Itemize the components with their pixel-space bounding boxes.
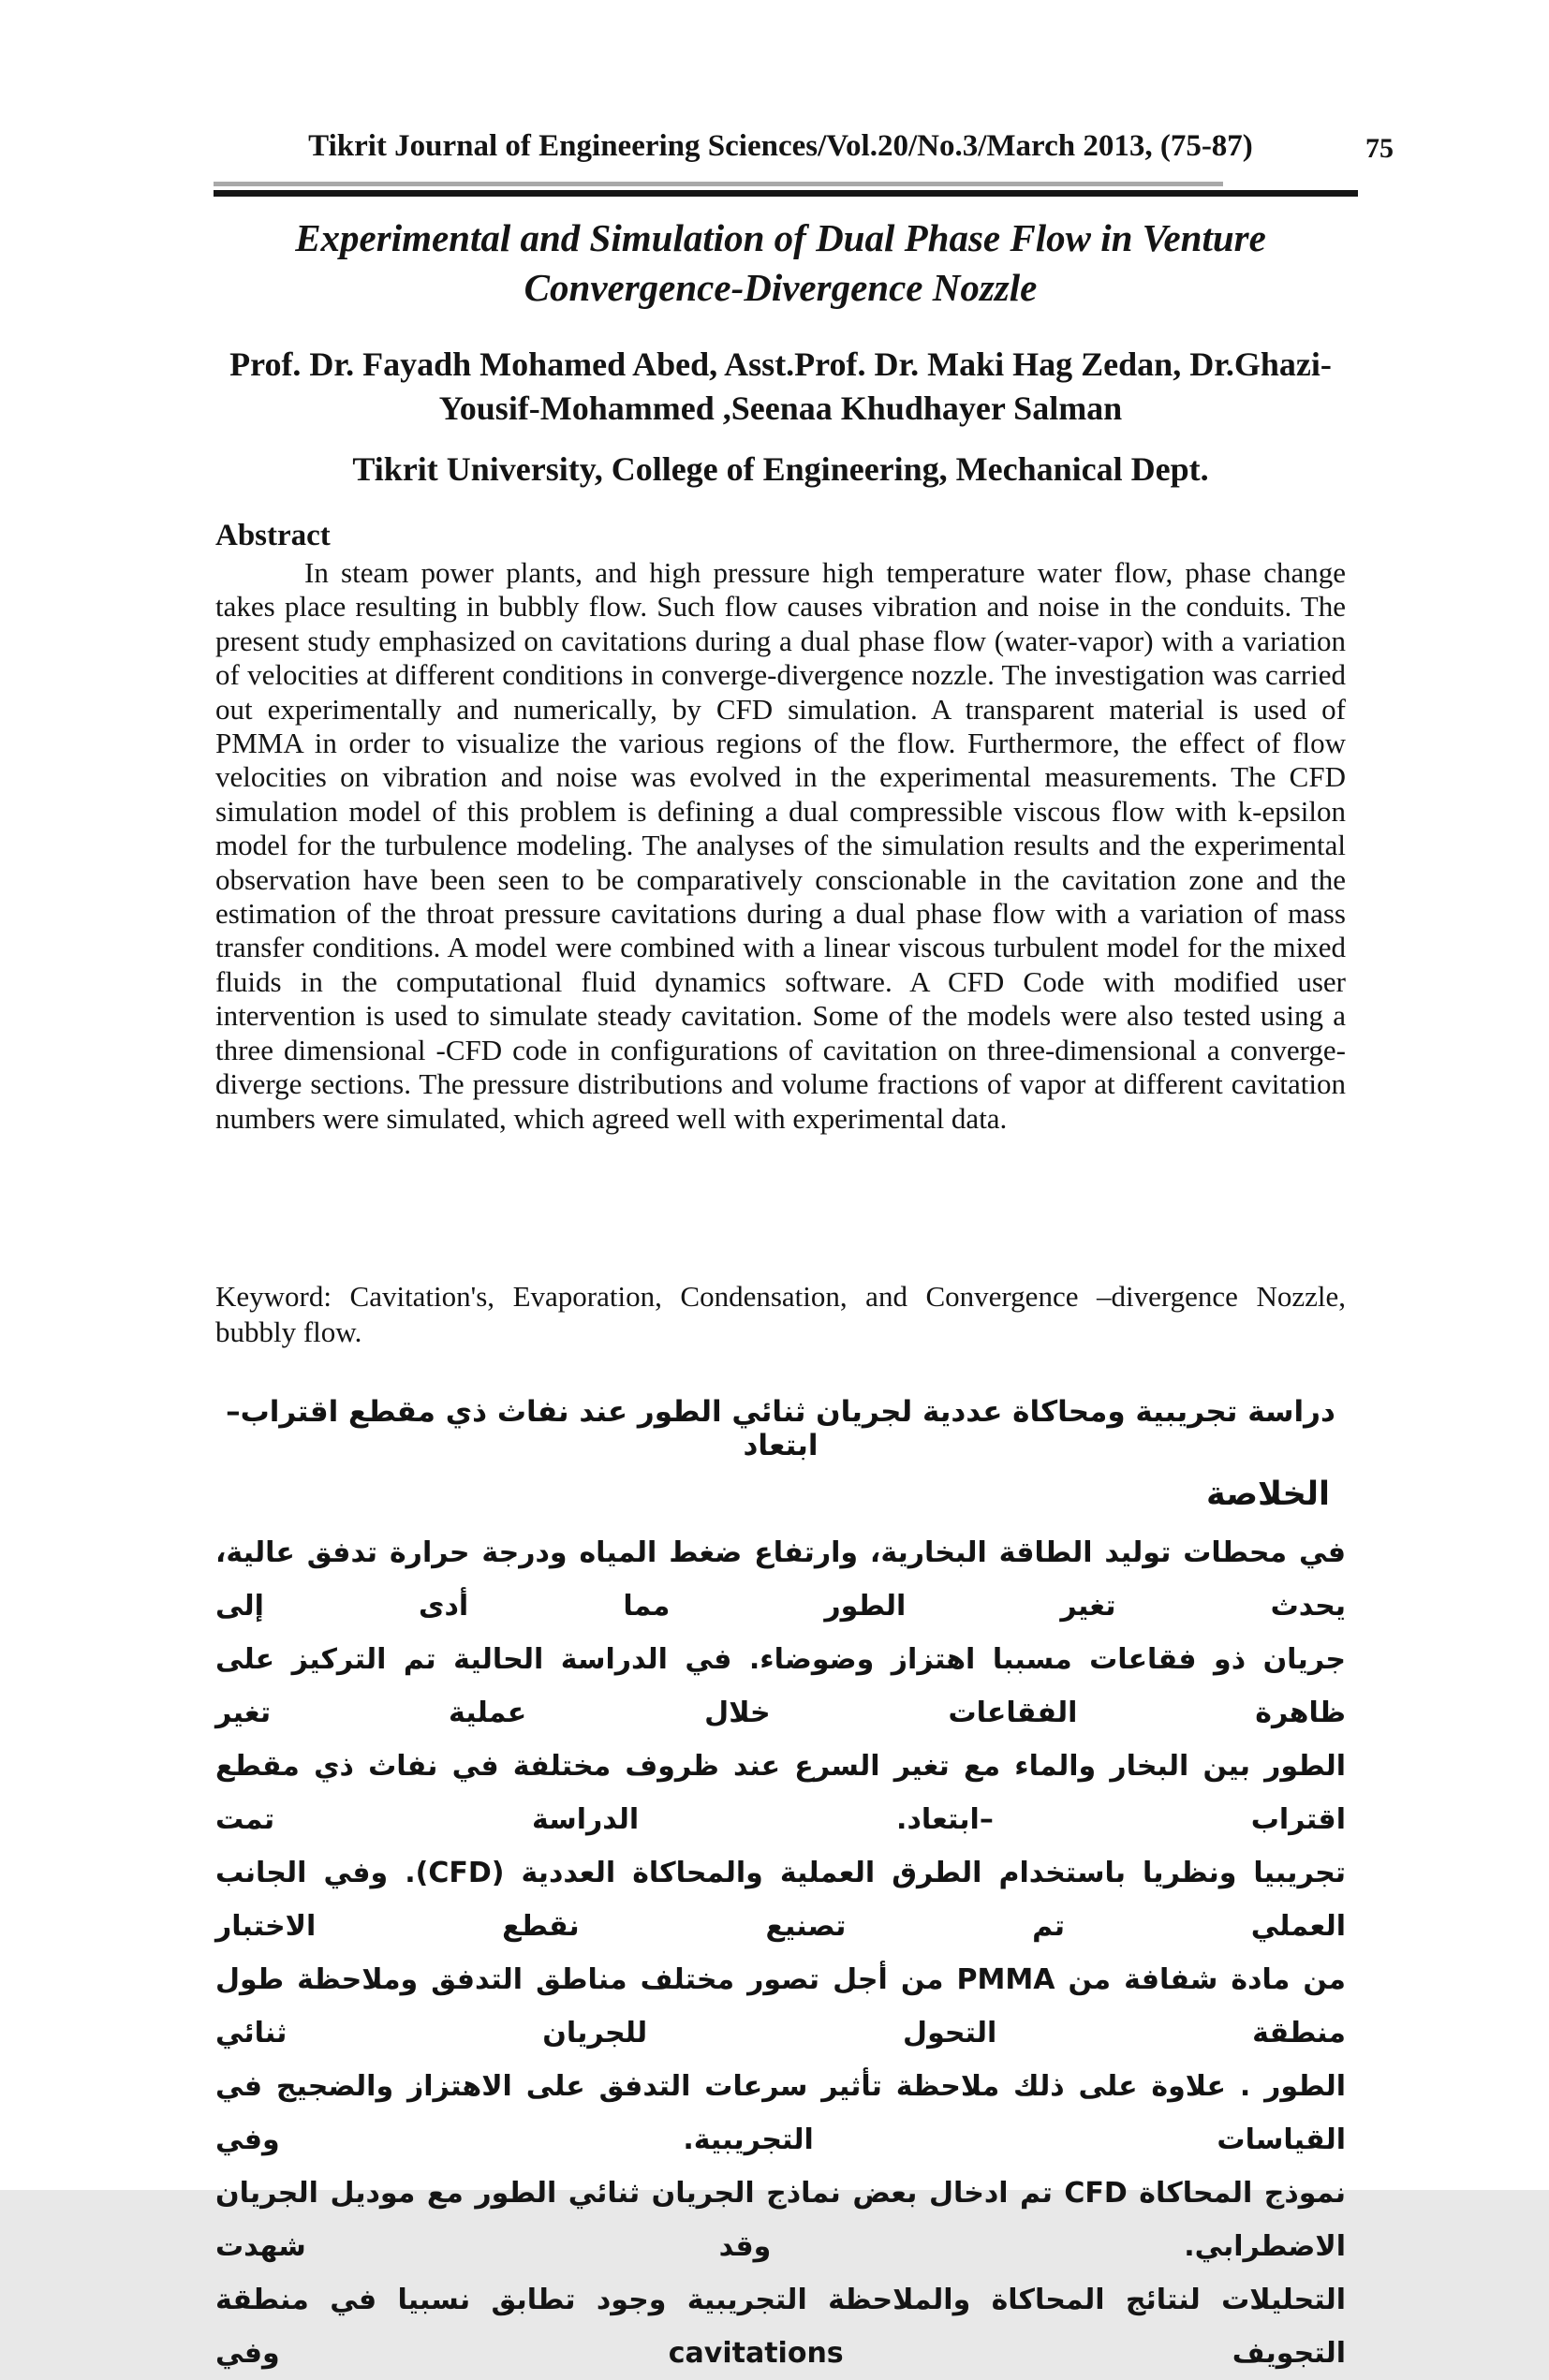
arabic-abstract-line-4: تجريبيا ونظريا باستخدام الطرق العملية والمحاكاة العددية (CFD). وفي الجانب العملي تم تصنيع نقطع الاختبار <box>215 1857 1346 1943</box>
affiliation: Tikrit University, College of Engineering, Mechanical Dept. <box>352 450 1209 488</box>
arabic-abstract-line-2: جريان ذو فقاعات مسببا اهتزاز وضوضاء. في الدراسة الحالية تم التركيز على ظاهرة الفقاعات خلال عملية تغير <box>215 1643 1346 1729</box>
authors <box>215 343 1346 431</box>
keywords-text: Keyword: Cavitation's, Evaporation, Condensation, and Convergence –divergence Nozzle, bubbly flow. <box>215 1280 1346 1348</box>
abstract-text: In steam power plants, and high pressure high temperature water flow, phase change takes place resulting in bubbly flow. Such flow causes vibration and noise in the conduits. The present study emphasized on cavitations during a dual phase flow (water-vapor) with a variation of velocities at different conditions in converge-divergence nozzle. The investigation was carried out experimentally and numerically, by CFD simulation. A transparent material is used of PMMA in order to visualize the various regions of the flow. Furthermore, the effect of flow velocities on vibration and noise was evolved in the experimental measurements. The CFD simulation model of this problem is defining a dual compressible viscous flow with k-epsilon model for the turbulence modeling. The analyses of the simulation results and the experimental observation have been seen to be comparatively conscionable in the cavitation zone and the estimation of the throat pressure cavitations during a dual phase flow with a variation of mass transfer conditions. A model were combined with a linear viscous turbulent model for the mixed fluids in the computational fluid dynamics software. A CFD Code with modified user intervention is used to simulate steady cavitation. Some of the models were also tested using a three dimensional -CFD code in configurations of cavitation on three-dimensional a converge-diverge sections. The pressure distributions and volume fractions of vapor at different cavitation numbers were simulated, which agreed well with experimental data. <box>215 556 1346 1135</box>
arabic-abstract-line-5: من مادة شفافة من PMMA من أجل تصور مختلف مناطق التدفق وملاحظة طول منطقة التحول للجريان ثنائي <box>215 1963 1347 2049</box>
authors-line1: Prof. Dr. Fayadh Mohamed Abed, Asst.Prof. Dr. Maki Hag Zedan, Dr.Ghazi- <box>229 345 1332 383</box>
header-rule-gray <box>214 182 1223 186</box>
arabic-abstract-line-8: التحليلات لنتائج المحاكاة والملاحظة التجريبية وجود تطابق نسبيا في منطقة التجويف cavitations وفي <box>215 2284 1346 2370</box>
arabic-abstract-line-3: الطور بين البخار والماء مع تغير السرع عند ظروف مختلفة في نفاث ذي مقطع اقتراب –ابتعاد. الدراسة تمت <box>215 1750 1346 1836</box>
arabic-abstract <box>215 1526 1346 2380</box>
header-rule-black <box>214 190 1358 197</box>
journal-header: Tikrit Journal of Engineering Sciences/Vol.20/No.3/March 2013, (75-87) <box>308 129 1253 163</box>
arabic-abstract-line-6: الطور . علاوة على ذلك ملاحظة تأثير سرعات التدفق على الاهتزاز والضجيج في القياسات التجريبية. وفي <box>215 2070 1346 2156</box>
arabic-title: دراسة تجريبية ومحاكاة عددية لجريان ثنائي الطور عند نفاث ذي مقطع اقتراب–ابتعاد <box>226 1395 1335 1462</box>
paper-title-line2: Convergence-Divergence Nozzle <box>524 266 1038 309</box>
paper-title-line1: Experimental and Simulation of Dual Phase Flow in Venture <box>295 216 1266 259</box>
arabic-abstract-line-7: نموذج المحاكاة CFD تم ادخال بعض نماذج الجريان ثنائي الطور مع موديل الجريان الاضطرابي. وقد شهدت <box>215 2177 1346 2263</box>
paper-title <box>215 213 1346 313</box>
authors-line2: Yousif-Mohammed ,Seenaa Khudhayer Salman <box>438 389 1123 427</box>
page-number: 75 <box>1365 133 1394 164</box>
abstract-heading: Abstract <box>215 519 331 552</box>
arabic-abstract-heading: الخلاصة <box>1206 1476 1330 1513</box>
arabic-abstract-line-1: في محطات توليد الطاقة البخارية، وارتفاع ضغط المياه ودرجة حرارة تدفق عالية، يحدث تغير الطور مما أدى إلى <box>215 1536 1346 1623</box>
